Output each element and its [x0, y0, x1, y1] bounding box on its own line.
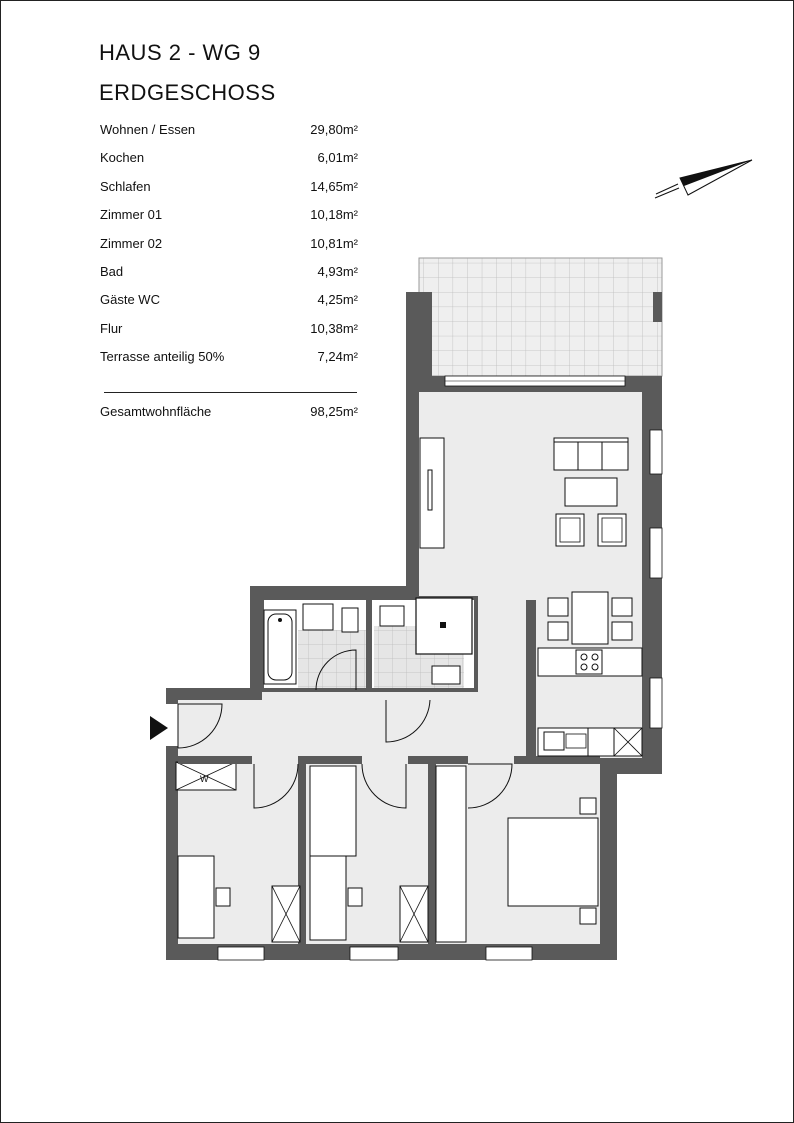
room-area: 10,18m² — [310, 207, 358, 223]
room-area: 29,80m² — [310, 122, 358, 137]
bathroom — [262, 598, 368, 690]
total-name: Gesamtwohnfläche — [100, 404, 212, 419]
room-name: Wohnen / Essen — [100, 122, 196, 137]
floor-title: ERDGESCHOSS — [99, 80, 276, 105]
room-name: Gäste WC — [100, 292, 160, 308]
room-name: Terrasse anteilig 50% — [100, 349, 225, 365]
room-name: Zimmer 01 — [100, 207, 163, 223]
terrace — [419, 258, 662, 376]
washer — [176, 762, 236, 790]
room-name: Kochen — [100, 150, 145, 166]
room-area: 10,81m² — [310, 235, 358, 251]
room-name: Schlafen — [100, 178, 151, 194]
room-area: 4,25m² — [317, 292, 358, 308]
room-area: 7,24m² — [317, 349, 358, 365]
room-area: 14,65m² — [310, 178, 358, 194]
north-arrow-icon — [655, 160, 752, 198]
room-name: Bad — [100, 263, 124, 279]
entrance-arrow-icon — [150, 716, 168, 740]
room-area: 10,38m² — [310, 320, 358, 336]
room-area: 6,01m² — [317, 150, 358, 166]
washer-label: W — [200, 774, 209, 784]
total-area: 98,25m² — [310, 404, 358, 419]
room-name: Zimmer 02 — [100, 235, 163, 251]
room-area: 4,93m² — [317, 263, 358, 279]
room-name: Flur — [100, 320, 123, 336]
page-title: HAUS 2 - WG 9 — [99, 40, 261, 65]
